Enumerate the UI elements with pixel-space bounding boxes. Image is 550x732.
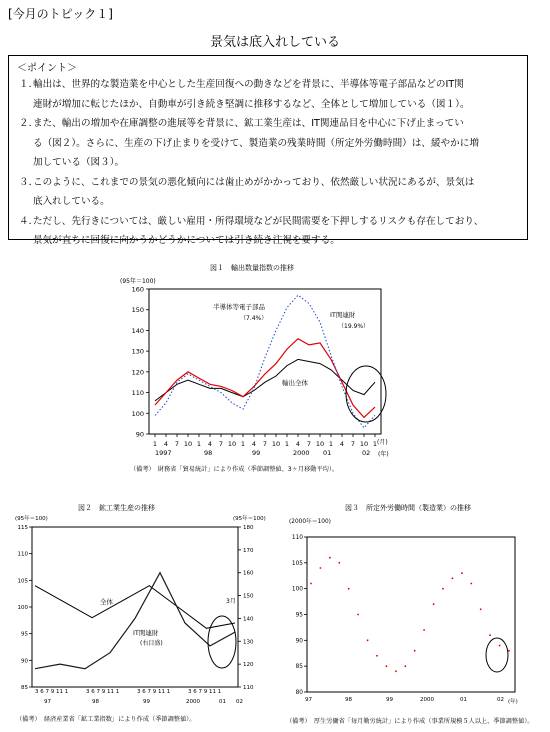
fig3-data-point: [395, 670, 397, 672]
fig3-y-tick-label: 105: [291, 560, 303, 567]
fig2-title: 図２ 鉱工業生産の推移: [78, 504, 155, 512]
fig2-unit-right: (95年＝100): [233, 516, 266, 522]
fig3-year: 2000: [420, 697, 434, 703]
point-number: ２．: [19, 118, 39, 129]
topic-tag: [今月のトピック１]: [8, 7, 113, 21]
point-number: １．: [19, 79, 39, 90]
fig1-x-tick-label: 1: [284, 440, 290, 448]
fig1-y-tick-label: 120: [131, 368, 144, 377]
fig2-y2-tick-label: 130: [243, 639, 254, 646]
fig2-y2-tick-label: 120: [243, 662, 254, 669]
fig1-year: 98: [204, 449, 213, 457]
fig1-x-tick-label: 4: [207, 440, 213, 448]
fig2-label-total: 全体: [100, 598, 113, 606]
fig3-data-point: [367, 639, 369, 641]
fig1-x-tick-label: 1: [196, 440, 202, 448]
fig1-label-it: IT関連財: [330, 311, 356, 319]
fig2-year: 98: [92, 699, 99, 705]
fig3-data-point: [461, 572, 463, 574]
fig1-x-tick-label: 1: [152, 440, 158, 448]
fig2-y-tick-label: 110: [17, 551, 28, 558]
fig3-year: 98: [345, 697, 352, 703]
point-3: [19, 173, 519, 212]
point-text: 連財が増加に転じたほか、自動車が引き続き堅調に推移するなど、全体として増加している（図１）。: [33, 98, 470, 110]
points-box: [8, 55, 528, 246]
fig3-data-point: [386, 665, 388, 667]
fig2-x-ticks: 3 6 7 9 11 1: [35, 689, 69, 695]
fig1-series-line: [155, 339, 375, 418]
fig1-year: 1997: [155, 449, 172, 457]
fig2-label-it-right: (右目盛): [140, 640, 163, 647]
fig2-y-tick-label: 95: [21, 631, 28, 638]
fig1-x-tick-label: 7: [262, 440, 268, 448]
fig3-year: 97: [305, 697, 312, 703]
fig3-data-point: [452, 577, 454, 579]
fig3-plot-frame: [307, 537, 515, 692]
fig1-x-tick-label: 4: [163, 440, 169, 448]
fig1-x-tick-label: 4: [251, 440, 257, 448]
fig2-y-tick-label: 85: [21, 685, 28, 691]
fig2-label-month: 3月: [226, 598, 236, 605]
fig1-y-tick-label: 160: [131, 285, 144, 294]
fig3-data-point: [508, 650, 510, 652]
point-text: 輸出は、世界的な製造業を中心とした生産回復への動きなどを背景に、半導体等電子部品などのIT関: [33, 79, 464, 90]
fig2-x-ticks: 3 6 7 9 11 1: [137, 689, 171, 695]
fig1-x-tick-label: 4: [295, 440, 301, 448]
point-text: ただし、先行きについては、厳しい雇用・所得環境などが民間需要を下押しするリスクも存在しており、: [33, 215, 484, 227]
points-heading: ＜ポイント＞: [17, 63, 77, 74]
fig3-y-tick-label: 110: [291, 535, 303, 541]
fig2-highlight-circle: [208, 616, 236, 668]
fig2-plot-frame: [32, 527, 238, 687]
fig3-data-point: [470, 583, 472, 585]
fig1-year: 01: [323, 449, 332, 457]
fig2-year: 01: [219, 699, 226, 705]
fig1-x-tick-label: 10: [315, 440, 325, 448]
fig2-x-ticks: 3 6 7 9 11 1: [86, 689, 120, 695]
fig2-label-it: IT関連財: [133, 629, 159, 637]
fig3-note: （備考） 厚生労働省「毎月勤労統計」により作成（事業所規模５人以上、季節調整値）。: [286, 718, 534, 725]
point-2: [19, 114, 519, 173]
fig3-year: 99: [386, 697, 393, 703]
fig2-year: 99: [143, 699, 150, 705]
fig1-x-tick-label: 10: [227, 440, 237, 448]
point-text: このように、これまでの景気の悪化傾向には歯止めがかかっており、依然厳しい状況にあるが、景気は: [33, 176, 475, 188]
fig2-year: 02: [236, 699, 243, 705]
fig2-series-line: [35, 573, 235, 669]
point-text: 加している（図３）。: [33, 157, 125, 168]
fig1-label-it-share: （19.9%）: [338, 323, 370, 330]
fig3-x-year-suffix: (年): [508, 699, 518, 705]
fig3-data-point: [376, 655, 378, 657]
fig1-x-tick-label: 7: [218, 440, 224, 448]
fig1-title: 図１ 輸出数量指数の推移: [210, 264, 294, 272]
fig2-note: （備考） 経済産業省「鉱工業指数」により作成（季節調整値）。: [16, 716, 196, 723]
fig2-y2-tick-label: 170: [243, 547, 254, 554]
fig2-year: 2000: [186, 699, 200, 705]
fig3-year: 01: [460, 697, 467, 703]
fig3-data-point: [414, 650, 416, 652]
fig3-data-point: [480, 608, 482, 610]
fig3-data-point: [320, 567, 322, 569]
fig3-data-point: [499, 645, 501, 647]
fig2-y-tick-label: 90: [21, 658, 28, 665]
fig1-x-tick-label: 7: [350, 440, 356, 448]
fig1-label-semi: 半導体等電子部品: [213, 303, 265, 311]
fig3-y-tick-label: 85: [295, 664, 303, 671]
fig1-x-tick-label: 7: [306, 440, 312, 448]
fig2-y2-tick-label: 110: [243, 685, 254, 691]
fig3-data-point: [338, 562, 340, 564]
fig3-data-point: [357, 614, 359, 616]
fig1-y-tick-label: 100: [131, 409, 144, 418]
fig3-data-point: [404, 665, 406, 667]
fig1-series-line: [155, 359, 375, 401]
fig3-data-point: [329, 557, 331, 559]
fig2-series-line: [35, 586, 235, 629]
fig2-year: 97: [44, 699, 51, 705]
point-text: る（図２）。さらに、生産の下げ止まりを受けて、製造業の残業時間（所定外労働時間）は、緩やかに増: [33, 137, 479, 149]
fig1-x-tick-label: 4: [339, 440, 345, 448]
point-text: 底入れしている。: [33, 196, 110, 207]
fig1-x-tick-label: 1: [372, 440, 378, 448]
fig1-y-tick-label: 110: [131, 389, 144, 398]
points-list: [19, 75, 519, 251]
fig3-data-point: [489, 634, 491, 636]
fig2-chart: [10, 522, 255, 712]
fig3-year: 02: [497, 697, 504, 703]
fig1-x-tick-label: 10: [359, 440, 369, 448]
fig3-unit: (2000年＝100): [289, 519, 331, 525]
fig2-x-ticks: 3 6 7 9 11 1: [188, 689, 222, 695]
fig1-x-tick-label: 1: [240, 440, 246, 448]
fig3-data-point: [348, 588, 350, 590]
fig1-x-tick-label: 10: [271, 440, 281, 448]
fig1-y-tick-label: 130: [131, 347, 144, 356]
fig2-y-tick-label: 115: [17, 525, 28, 531]
fig3-y-tick-label: 90: [295, 638, 303, 645]
page-title: 景気は底入れしている: [209, 35, 340, 50]
fig1-x-unit: (月): [377, 439, 388, 446]
fig3-title: 図３ 所定外労働時間（製造業）の推移: [345, 504, 471, 512]
fig2-y2-tick-label: 160: [243, 570, 254, 577]
fig2-y2-tick-label: 180: [243, 525, 254, 531]
fig1-x-tick-label: 10: [183, 440, 193, 448]
fig1-label-total: 輸出全体: [282, 379, 308, 387]
fig1-y-tick-label: 90: [135, 430, 144, 439]
fig2-y-tick-label: 100: [17, 605, 28, 611]
fig1-x-year-suffix: (年): [378, 451, 389, 458]
point-1: [19, 75, 519, 114]
fig3-y-tick-label: 100: [291, 586, 303, 593]
fig3-y-tick-label: 95: [295, 612, 303, 619]
fig1-year: 2000: [293, 449, 310, 457]
fig3-chart: [285, 530, 525, 705]
fig3-highlight-circle: [486, 638, 508, 672]
fig3-data-point: [310, 583, 312, 585]
fig2-y2-tick-label: 150: [243, 593, 254, 600]
fig2-y2-tick-label: 140: [243, 616, 254, 623]
fig1-x-tick-label: 7: [174, 440, 180, 448]
point-4: [19, 212, 519, 251]
fig3-data-point: [442, 588, 444, 590]
fig2-y-tick-label: 105: [17, 578, 28, 585]
point-number: ４．: [19, 215, 39, 227]
fig1-y-tick-label: 140: [131, 326, 144, 335]
fig3-data-point: [423, 629, 425, 631]
fig1-y-tick-label: 150: [131, 306, 144, 315]
fig1-note: （備考） 財務省「貿易統計」により作成（季節調整値、3ヶ月移動平均）。: [130, 466, 339, 473]
point-number: ３．: [19, 176, 39, 188]
fig1-highlight-circle: [346, 366, 386, 422]
fig1-year: 99: [252, 449, 261, 457]
point-text: 景気が直ちに回復に向かうかどうかについては引き続き注視を要する。: [33, 235, 340, 246]
point-text: また、輸出の増加や在庫調整の進展等を背景に、鉱工業生産は、IT関連品目を中心に下げ止まってい: [33, 118, 464, 129]
fig1-year: 02: [362, 449, 371, 457]
fig1-x-tick-label: 1: [328, 440, 334, 448]
fig2-unit-left: (95年＝100): [15, 516, 48, 522]
fig1-chart: [120, 284, 400, 469]
fig3-data-point: [433, 603, 435, 605]
fig1-unit: (95年＝100): [120, 278, 156, 285]
fig1-label-semi-share: （7.4%）: [240, 315, 268, 322]
fig3-y-tick-label: 80: [295, 690, 303, 696]
